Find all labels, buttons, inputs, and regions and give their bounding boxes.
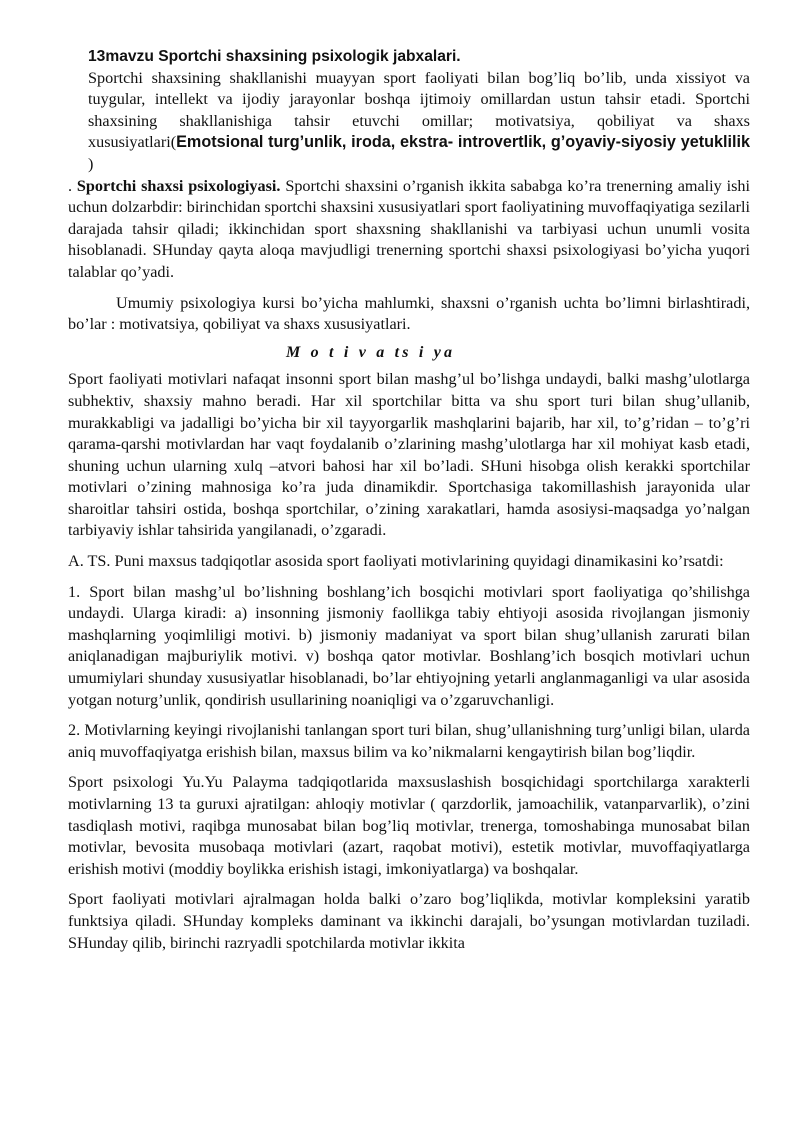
document-page (68, 46, 750, 954)
intro-bold-text: Emotsional turg’unlik, iroda, ekstra- introvertlik, g’oyaviy-siyosiy yetuklilik (176, 133, 750, 152)
general-psychology-paragraph: Umumiy psixologiya kursi bo’yicha mahlumki, shaxsni o’rganish uchta bo’limni birlashtiradi, bo’lar : motivatsiya, qobiliyat va shaxs xususiyatlari. (68, 293, 750, 334)
sport-motives-paragraph: Sport faoliyati motivlari nafaqat insonni sport bilan mashg’ul bo’lishga undaydi, balki mashg’ulotlarga subhektiv, shaxsiy mahno beradi. Har xil sportchilar bitta va shu sport turi bilan shug’ullanib, murakkabligi va jadalligi bo’yicha bir xil tayyorgarlik mashqlarini bajarib, har xil, to’g’ridan – to’g’ri qarama-qarshi motivlardan har vaqt foydalanib o’zlarining mashg’ulotlarga har xil mohiyat kasb etadi, shuning uchun ularning xulq –atvori bahosi har xil bo’ladi. SHuni hisobga olish kerakki sportchilar motivlari o’zining mahnosiga ko’ra juda dinamikdir. Sportchasiga takomillashish jarayonida ular sharoitlar tahsiri ostida, boshqa sportchilar, o’zining xarakatlari, hamda asosiysi-maqsadga yo’nalgan tarbiyaviy ishlar tahsirida yangilanadi, o’zgaradi. (68, 370, 750, 540)
personality-lead: . (68, 176, 77, 195)
motives-item-2: 2. Motivlarning keyingi rivojlanishi tanlangan sport turi bilan, shug’ullanishning turg’unligi bilan, ularda aniq muvoffaqiyatga erishish bilan, maxsus bilim va ko’nikmalarni kengaytirish bilan bog’liqdir. (68, 721, 750, 761)
personality-heading: Sportchi shaxsi psixologiyasi. (76, 176, 281, 195)
palayma-paragraph: Sport psixologi Yu.Yu Palayma tadqiqotlarida maxsuslashish bosqichidagi sportchilarga xarakterli motivlarning 13 ta guruxi ajratilgan: ahloqiy motivlar ( qarzdorlik, jamoachilik, vatanparvarlik), o’zini tasdiqlash motivi, raqibga munosabat bilan bog’liq motivlar, trenerga, tomoshabinga munosabat bilan motivlar, bevosita musobaqa motivlari (azart, raqobat motivi), estetik motivlar, muvoffaqiyatlarga erishish motivi (moddiy boylikka erishish istagi, imkoniyatlarga) va boshqalar. (68, 773, 750, 878)
intro-text: Sportchi shaxsining shakllanishi muayyan sport faoliyati bilan bog’liq bo’lib, unda xissiyot va tuygular, intellekt va ijodiy jarayonlar boshqa ijtimoiy omillardan ustun tahsir etadi. Sportchi shaxsining shakllanishiga tahsir etuvchi omillar; motivatsiya, qobiliyat va shaxs xususiyatlari( (88, 68, 750, 152)
puni-paragraph: A. TS. Puni maxsus tadqiqotlar asosida sport faoliyati motivlarining quyidagi dinamikasini ko’rsatdi: (68, 552, 724, 571)
topic-title: 13mavzu Sportchi shaxsining psixologik jabxalari. (88, 48, 461, 65)
personality-text: Sportchi shaxsini o’rganish ikkita sababga ko’ra trenerning amaliy ishi uchun dolzarbdir: birinchidan sportchi shaxsini xususiyatlari sport faoliyatining muvoffaqiyatiga sezilarli darajada tahsir qiladi; ikkinchidan sport shaxsning shakllanishi va tarbiyasi uchun unumli vosita hisoblanadi. SHunday qayta aloqa mavjudligi trenerning sportchi shaxsi psixologiyasi bo’yicha yuqori talablar qo’yadi. (68, 176, 751, 281)
motives-item-1: 1. Sport bilan mashg’ul bo’lishning boshlang’ich bosqichi motivlari sport faoliyatiga qo’shilishga undaydi. Ularga kiradi: a) insonning jismoniy faollikga tabiy ehtiyoji asosida rivojlangan jismoniy mashqlarning yoqimliligi motivi. b) jismoniy madaniyat va sport bilan shug’ullanish zarurati bilan aniqlanadigan majburiylik motivi. v) boshqa qator motivlar. Boshlang’ich bosqich motivlari uchun umumiylari shunday xususiyatlar hisoblanadi, bo’lar ehtiyojning yetarli anglanmaganligi va ular asosida yotgan noturg’unlik, qondirish usullarining noaniqligi va o’zgaruvchanligi. (68, 582, 750, 709)
intro-paragraph (88, 68, 750, 176)
personality-paragraph (68, 176, 750, 284)
section-heading-motivation: M o t i v a ts i ya (286, 343, 456, 361)
intro-close: ) (88, 154, 94, 173)
intro-block (68, 46, 750, 176)
motives-complex-paragraph: Sport faoliyati motivlari ajralmagan holda balki o’zaro bog’liqlikda, motivlar kompleksini yaratib funktsiya qiladi. SHunday kompleks daminant va ikkinchi darajali, bo’ysungan motivlardan tuziladi. SHunday qilib, birinchi razryadli spotchilarda motivlar ikkita (68, 890, 750, 952)
